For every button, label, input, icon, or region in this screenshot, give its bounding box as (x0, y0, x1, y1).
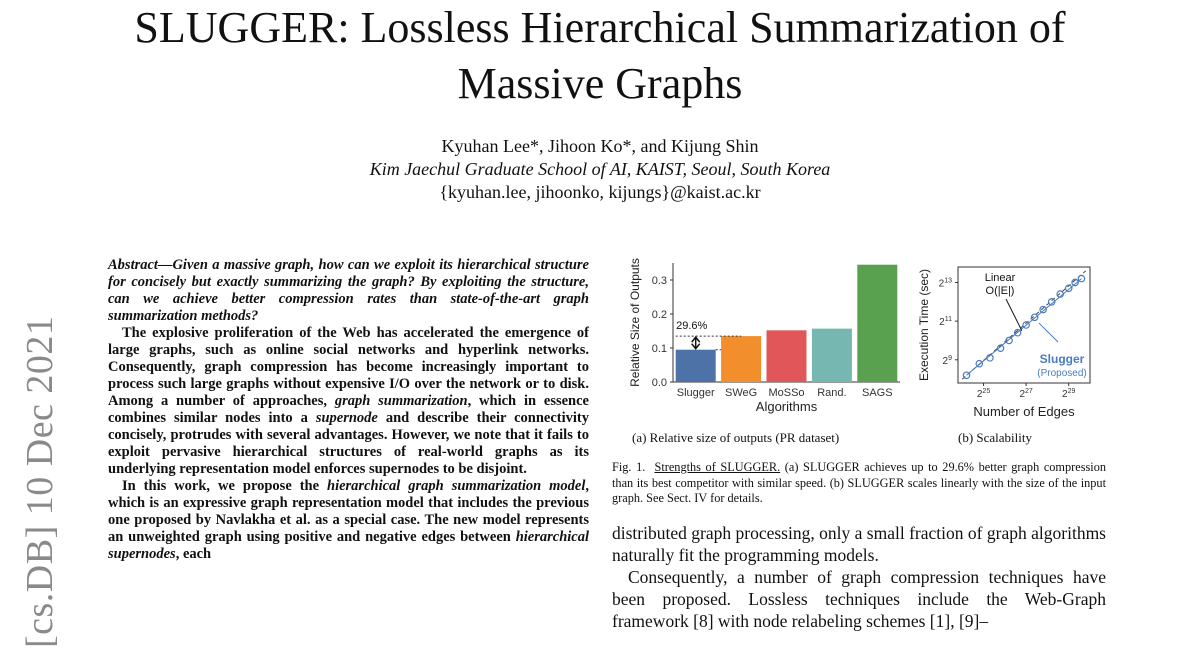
y-axis-title: Execution Time (sec) (917, 268, 931, 382)
x-tick-label: $2^{29}$ (1062, 388, 1076, 400)
trend-label: Linear (984, 272, 1016, 284)
y-tick-label: 0.0 (651, 377, 667, 389)
abstract-text: , which is an expressive graph representation model that includes the previous one proposed by Navlakha et al. as a special case. The new model represents an unweighted graph using positive and negative edges between (108, 478, 589, 545)
abstract-emphasis: hierarchical graph summarization model (327, 478, 586, 494)
paper-title (0, 0, 1200, 112)
figure-caption (612, 460, 1106, 507)
x-tick-label: $2^{25}$ (976, 388, 991, 400)
author-emails: {kyuhan.lee, jihoonko, kijungs}@kaist.ac.kr (439, 182, 761, 202)
abstract-emphasis: graph summarization (334, 393, 468, 409)
x-tick-label: Rand. (817, 387, 847, 399)
bar-rand (812, 329, 852, 382)
author-affiliation: Kim Jaechul Graduate School of AI, KAIST, Seoul, South Korea (369, 159, 831, 179)
scatter-chart-scalability (912, 255, 1107, 423)
body-paragraph-2: Consequently, a number of graph compression techniques have been proposed. Lossless techniques include the Web-Graph framework [8] with node relabeling schemes [1], [9]– (612, 567, 1106, 631)
y-tick-label: 0.1 (651, 343, 667, 355)
y-tick-label: $2^{11}$ (939, 316, 952, 329)
series-label: Slugger (1039, 352, 1085, 366)
abstract-label: Abstract— (108, 257, 173, 273)
abstract-text: The explosive proliferation of the Web has accelerated the emergence of large graphs, such as online social networks and hyperlink networks. Consequently, graph compression has become increasingly important to process such large graphs without expensive I/O over the network or to disk. Among a number of approaches, (108, 325, 589, 409)
author-names: Kyuhan Lee*, Jihoon Ko*, and Kijung Shin (441, 136, 759, 156)
abstract-emphasis: supernode (315, 410, 378, 426)
bar-sags (857, 265, 897, 382)
bar-sweg (721, 336, 761, 382)
y-axis-title: Relative Size of Outputs (628, 258, 642, 387)
y-tick-label: 0.2 (651, 309, 667, 321)
abstract-paragraph-3 (108, 478, 589, 563)
caption-label: Fig. 1. (612, 460, 646, 474)
y-tick-label: $2^9$ (942, 354, 952, 367)
x-tick-label: $2^{27}$ (1019, 388, 1033, 400)
annotation-label: 29.6% (676, 320, 708, 333)
subcaption-b: (b) Scalability (958, 430, 1033, 445)
title-line-1: SLUGGER: Lossless Hierarchical Summarization of (134, 3, 1066, 52)
abstract-emphasis: hierarchical supernodes (108, 529, 589, 562)
series-sublabel: (Proposed) (1037, 368, 1087, 379)
arxiv-stamp: [cs.DB] 10 Dec 2021 (19, 315, 61, 648)
x-tick-label: SWeG (724, 387, 758, 399)
y-tick-label: $2^{13}$ (938, 277, 952, 290)
trend-label-complexity: O(|E|) (985, 285, 1015, 297)
series-pointer (1039, 323, 1058, 342)
body-paragraph-1: distributed graph processing, only a small fraction of graph algorithms naturally fit the programming models. (612, 523, 1106, 565)
abstract-text: , which in essence combines similar nodes into a (108, 393, 589, 426)
x-axis-title: Number of Edges (973, 404, 1075, 419)
subcaption-a: (a) Relative size of outputs (PR dataset) (632, 430, 840, 445)
title-line-2: Massive Graphs (457, 59, 743, 108)
caption-title: Strengths of SLUGGER. (654, 460, 781, 474)
trend-pointer (1006, 299, 1022, 331)
x-tick-label: MoSSo (768, 387, 805, 399)
x-tick-label: SAGS (862, 387, 893, 399)
x-tick-label: Slugger (676, 387, 715, 399)
abstract-text: In this work, we propose the (122, 478, 328, 494)
abstract-questions (108, 257, 589, 325)
y-tick-label: 0.3 (651, 275, 667, 287)
abstract-text: , each (175, 546, 212, 562)
abstract-column (108, 257, 589, 563)
bar-chart-relative-size (615, 255, 905, 423)
caption-text: (a) SLUGGER achieves up to 29.6% better graph compression than its best competitor with similar speed. (b) SLUGGER scales linearly with the size of the input graph. See Sect. IV for details. (612, 460, 1106, 505)
abstract-question-text: Given a massive graph, how can we exploit its hierarchical structure for concisely but exactly summarizing the graph? By exploiting the structure, can we achieve better compression rates than state-of-the-art graph summarization methods? (108, 257, 589, 324)
body-column-right (612, 522, 1106, 632)
abstract-text: and describe their connectivity concisely, protrudes with several advantages. However, we note that it fails to exploit pervasive hierarchical structures of real-world graphs as its underlying representation model enforces supernodes to be disjoint. (108, 410, 589, 477)
bar-slugger (676, 350, 716, 382)
bar-mosso (767, 330, 807, 382)
abstract-paragraph-2 (108, 325, 589, 478)
x-axis-title: Algorithms (755, 399, 818, 414)
author-block (0, 135, 1200, 204)
